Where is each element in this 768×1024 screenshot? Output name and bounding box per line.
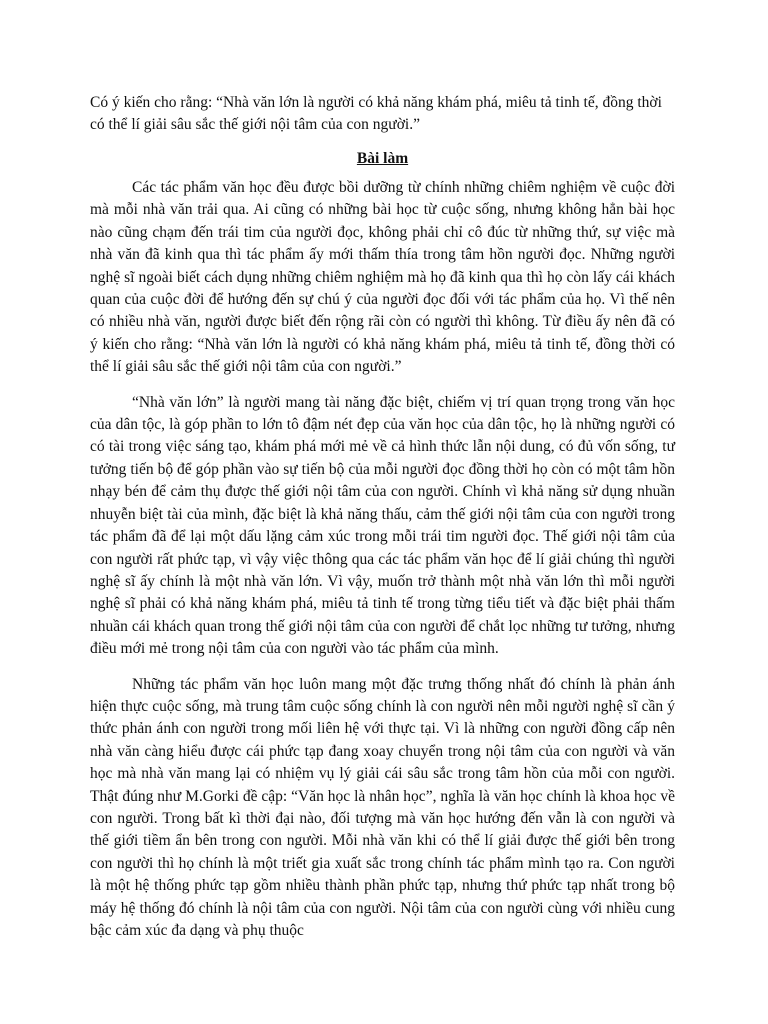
body-paragraph-3: Những tác phẩm văn học luôn mang một đặc trưng thống nhất đó chính là phản ánh hiện thực cuộc sống, mà trung tâm cuộc sống chính là con người nên mỗi người nghệ sĩ cần ý thức phản ánh con người trong mối liên hệ với thực tại. Vì là những con người đồng cấp nên nhà văn càng hiểu được cái phức tạp đang xoay chuyển trong nội tâm của con người và văn học mà nhà văn mang lại có nhiệm vụ lý giải cái sâu sắc trong tâm hồn của mỗi con người. Thật đúng như M.Gorki đề cập: “Văn học là nhân học”, nghĩa là văn học chính là khoa học về con người. Trong bất kì thời đại nào, đối tượng mà văn học hướng đến vẫn là con người và thế giới tiềm ẩn bên trong con người. Mỗi nhà văn khi có thể lí giải được thế giới bên trong con người thì họ chính là một triết gia xuất sắc trong chính tác phẩm mình tạo ra. Con người là một hệ thống phức tạp gồm nhiều thành phần phức tạp, nhưng thứ phức tạp nhất trong bộ máy hệ thống đó chính là nội tâm của con người. Nội tâm của con người cùng với nhiều cung bậc cảm xúc đa dạng và phụ thuộc — [90, 675, 675, 939]
body-paragraph-2: “Nhà văn lớn” là người mang tài năng đặc biệt, chiếm vị trí quan trọng trong văn học của dân tộc, là góp phần to lớn tô đậm nét đẹp của văn học của dân tộc, họ là những người có có tài trong việc sáng tạo, khám phá mới mẻ về cả hình thức lẫn nội dung, có đủ vốn sống, tư tưởng tiến bộ để góp phần vào sự tiến bộ của mỗi người đọc đồng thời họ còn có một tâm hồn nhạy bén để cảm thụ được thế giới nội tâm của con người. Chính vì khả năng sử dụng nhuần nhuyễn biệt tài của mình, đặc biệt là khả năng thấu, cảm thế giới nội tâm của con người trong tác phẩm đã để lại một dấu lặng cảm xúc trong mỗi trái tim người đọc. Thế giới nội tâm của con người rất phức tạp, vì vậy việc thông qua các tác phẩm văn học để lí giải chúng thì người nghệ sĩ ấy chính là một nhà văn lớn. Vì vậy, muốn trở thành một nhà văn lớn thì mỗi người nghệ sĩ phải có khả năng khám phá, miêu tả tinh tế trong từng tiểu tiết và đặc biệt phải thấm nhuần cái khách quan trong thế giới nội tâm của con người để chắt lọc những tư tưởng, nhưng điều mới mẻ trong nội tâm của con người vào tác phẩm của mình. — [90, 393, 675, 658]
document-page — [90, 92, 675, 942]
body-paragraph-1: Các tác phẩm văn học đều được bồi dưỡng từ chính những chiêm nghiệm về cuộc đời mà mỗi nhà văn trải qua. Ai cũng có những bài học từ cuộc sống, nhưng không hẳn bài học nào cũng chạm đến trái tim của người đọc, không phải chỉ cô đúc từ những thứ, sự việc mà nhà văn đã kinh qua thì tác phẩm ấy mới thấm thía trong tâm hồn người đọc. Những người nghệ sĩ ngoài biết cách dụng những chiêm nghiệm mà họ đã kinh qua thì họ còn lấy cái khách quan của cuộc đời để hướng đến sự chú ý của người đọc đối với tác phẩm của họ. Vì thế nên có nhiều nhà văn, người được biết đến rộng rãi còn có người thì không. Từ điều ấy nên đã có ý kiến cho rằng: “Nhà văn lớn là người có khả năng khám phá, miêu tả tinh tế, đồng thời có thể lí giải sâu sắc thế giới nội tâm của con người.” — [90, 179, 675, 376]
essay-heading: Bài làm — [356, 150, 409, 167]
essay-prompt: Có ý kiến cho rằng: “Nhà văn lớn là người có khả năng khám phá, miêu tả tinh tế, đồng thời có thể lí giải sâu sắc thế giới nội tâm của con người.” — [90, 94, 662, 133]
